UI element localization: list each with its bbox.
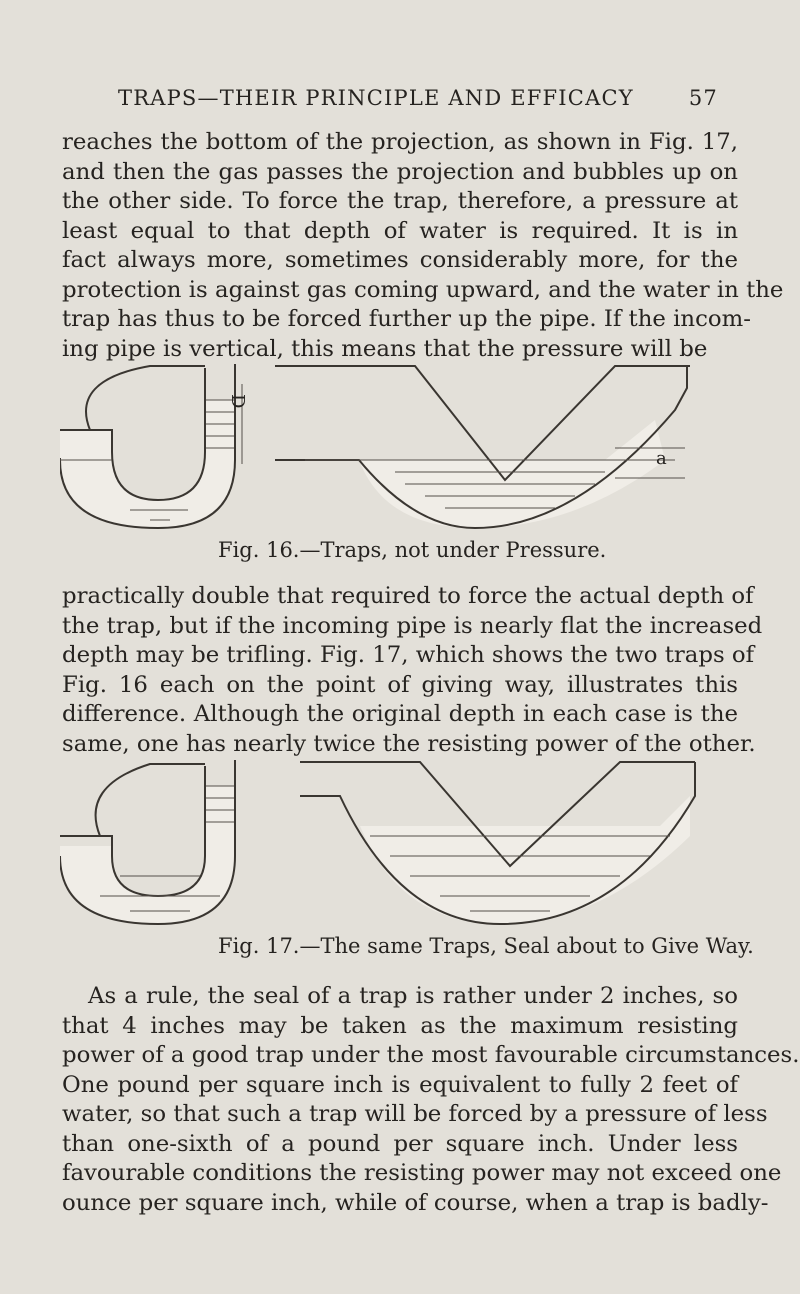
text-line: ounce per square inch, while of course, when a trap is badly- [62, 1189, 769, 1216]
text-line: Fig. 16 each on the point of giving way, illustrates this [62, 671, 738, 698]
page-number: 57 [688, 86, 718, 110]
text-line: One pound per square inch is equivalent to fully 2 feet of [62, 1071, 738, 1098]
text-line: least equal to that depth of water is required. It is in [62, 217, 738, 244]
figure-17-caption: Fig. 17.—The same Traps, Seal about to Give Way. [218, 934, 754, 958]
running-header [118, 86, 718, 110]
figure-16-flat-trap-illustration [275, 360, 695, 532]
figure-16-caption: Fig. 16.—Traps, not under Pressure. [218, 538, 607, 562]
text-line: the other side. To force the trap, therefore, a pressure at [62, 188, 738, 214]
text-line: protection is against gas coming upward, and the water in the [62, 276, 784, 303]
paragraph-3 [62, 982, 800, 1218]
figure-17-flat-trap-illustration [300, 756, 700, 928]
text-line: same, one has nearly twice the resisting power of the other. [62, 730, 756, 757]
text-line: depth may be trifling. Fig. 17, which shows the two traps of [62, 642, 755, 668]
text-line: trap has thus to be forced further up the pipe. If the incom- [62, 306, 751, 332]
figure-17-vertical-trap-illustration [60, 756, 260, 928]
text-line: that 4 inches may be taken as the maximum resisting [62, 1012, 738, 1039]
text-line: water, so that such a trap will be forced by a pressure of less [62, 1101, 768, 1127]
text-line: ing pipe is vertical, this means that the pressure will be [62, 335, 708, 362]
text-line: the trap, but if the incoming pipe is nearly flat the increased [62, 612, 763, 639]
figure-16-label-d: D [227, 394, 248, 409]
text-line: difference. Although the original depth in each case is the [62, 701, 738, 727]
text-line: power of a good trap under the most favourable circumstances. [62, 1042, 800, 1068]
text-line: practically double that required to force the actual depth of [62, 583, 754, 609]
paragraph-1 [62, 128, 784, 364]
figure-16-label-a: a [656, 448, 667, 469]
text-line: fact always more, sometimes considerably more, for the [62, 247, 738, 273]
text-line: and then the gas passes the projection and bubbles up on [62, 158, 738, 185]
text-line: favourable conditions the resisting power may not exceed one [62, 1160, 782, 1186]
text-line: than one-sixth of a pound per square inch. Under less [62, 1130, 738, 1157]
text-line: reaches the bottom of the projection, as shown in Fig. 17, [62, 129, 738, 155]
text-line: As a rule, the seal of a trap is rather under 2 inches, so [88, 983, 738, 1009]
running-title: TRAPS—THEIR PRINCIPLE AND EFFICACY [118, 86, 634, 110]
paragraph-2 [62, 582, 763, 759]
figure-16-vertical-trap-illustration [60, 360, 260, 532]
